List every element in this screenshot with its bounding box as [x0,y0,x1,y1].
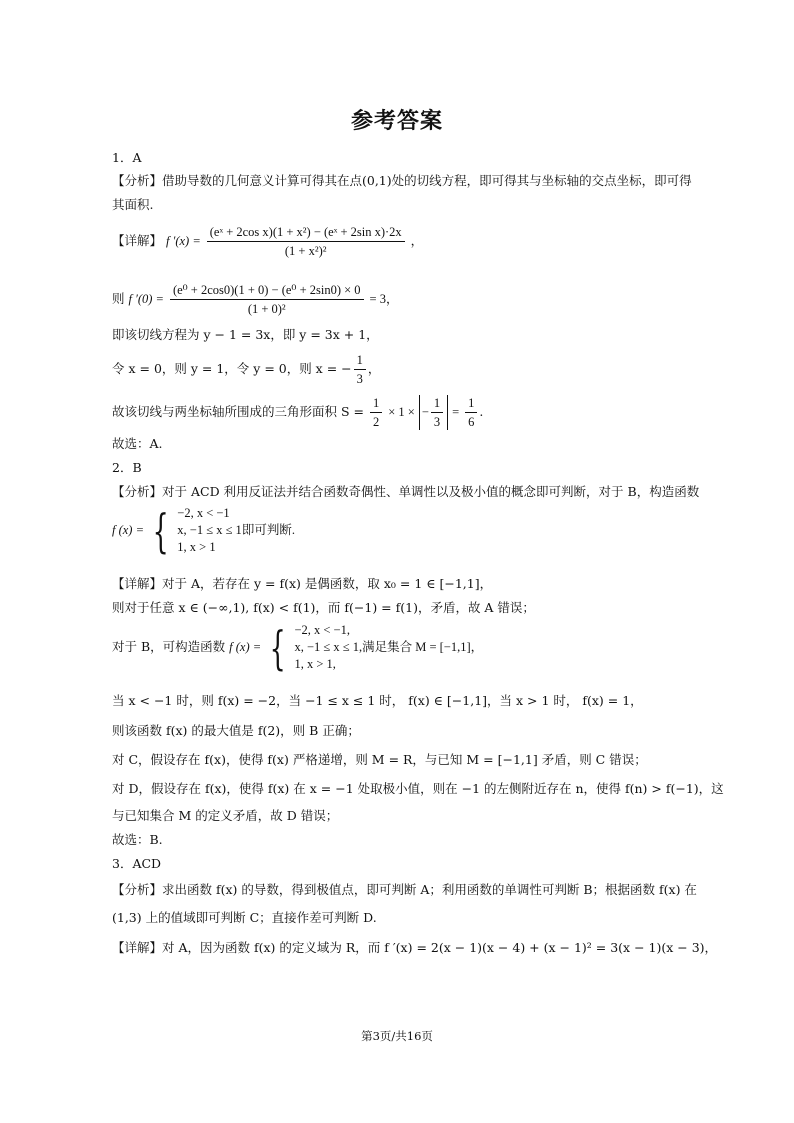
denominator-3: 3 [433,415,441,429]
q2-detail-a: 【详解】对于 A，若存在 y = f(x) 是偶函数，取 x₀ = 1 ∈ [−1,1]， [112,576,493,591]
case-2-row [177,522,295,539]
comma: ， [367,361,381,376]
intercepts-text: 令 x = 0，则 y = 1，令 y = 0，则 x = − [112,361,352,376]
page-footer: 第3页/共16页 [361,1029,433,1043]
b-case-3: 1, x > 1, [294,657,336,671]
fprime-label: f ′(x) = [166,234,201,248]
q3-number: 3．ACD [112,856,162,871]
case-2: x, −1 ≤ x ≤ 1 [177,523,242,537]
times-one: × 1 × [388,405,415,419]
numerator-1: 1 [354,352,366,370]
derivative-denominator: (1 + x²)² [284,244,327,258]
case-tail: 即可判断. [241,523,295,537]
cases-block [177,505,295,556]
b-tail: 满足集合 M = [−1,1]， [362,640,484,654]
case-1: −2, x < −1 [177,506,230,520]
b-case-2-row [294,639,483,656]
comma: ， [410,233,424,248]
q1-number: 1．A [112,150,142,165]
q1-f0-line [112,282,398,317]
period: . [479,404,484,419]
equals: = [452,405,460,419]
f0-denominator: (1 + 0)² [247,302,286,316]
half-fraction [370,395,382,430]
derivative-numerator: (eˣ + 2cos x)(1 + x²) − (eˣ + 2sin x)·2x [207,224,405,242]
abs-fraction [431,395,443,430]
minus-sign: − [421,405,429,419]
detail-label: 【详解】 [112,233,163,248]
q2-d-line: 对 D，假设存在 f(x)，使得 f(x) 在 x = −1 处取极小值，则在 −1 的左侧附近存在 n，使得 f(n) > f(−1)，这 [112,781,724,796]
f0-fraction [170,282,364,317]
q2-c-line: 对 C，假设存在 f(x)，使得 f(x) 严格递增，则 M = R，与已知 M = [−1,1] 矛盾，则 C 错误； [112,752,647,767]
q2-max-line: 则该函数 f(x) 的最大值是 f(2)，则 B 正确； [112,723,360,738]
then-label: 则 [112,291,125,306]
fx-label: f (x) = [112,523,145,537]
q1-choose: 故选：A. [112,436,163,451]
q2-choose: 故选：B. [112,832,163,847]
abs-value [419,395,448,430]
q1-derivative-line [112,224,423,259]
area-text: 故该切线与两坐标轴所围成的三角形面积 S = [112,404,364,419]
b-cases-block [294,622,483,673]
q1-analysis-line2: 其面积. [112,197,154,212]
fprime0-label: f ′(0) = [128,292,164,306]
q1-analysis-line1: 【分析】借助导数的几何意义计算可得其在点(0,1)处的切线方程，即可得其与坐标轴的交点坐标，即可得 [112,173,692,188]
q1-intercepts-line [112,352,380,387]
numerator-1: 1 [431,395,443,413]
q2-piecewise-def [112,505,295,556]
q2-number: 2．B [112,460,142,475]
b-case-2: x, −1 ≤ x ≤ 1, [294,640,363,654]
b-case-1: −2, x < −1, [294,623,350,637]
page-title: 参考答案 [350,109,443,134]
q2-detail-b [112,622,483,673]
denominator-3: 3 [356,372,363,386]
q2-analysis: 【分析】对于 ACD 利用反证法并结合函数奇偶性、单调性以及极小值的概念即可判断，对于 B，构造函数 [112,484,700,499]
denominator-2: 2 [372,415,380,429]
q3-analysis-line2: (1,3) 上的值域即可判断 C；直接作差可判断 D. [112,910,377,925]
case-3: 1, x > 1 [177,540,216,554]
one-third-fraction [354,352,366,387]
q2-d-line2: 与已知集合 M 的定义矛盾，故 D 错误； [112,808,339,823]
q2-detail-a2: 则对于任意 x ∈ (−∞,1), f(x) < f(1)，而 f(−1) = f(1)，矛盾，故 A 错误； [112,600,535,615]
q3-analysis-line1: 【分析】求出函数 f(x) 的导数，得到极值点，即可判断 A；利用函数的单调性可判断 B；根据函数 f(x) 在 [112,882,697,897]
denominator-6: 6 [468,415,475,429]
numerator-1: 1 [465,395,477,413]
derivative-fraction [207,224,405,259]
q2-when-line: 当 x < −1 时，则 f(x) = −2，当 −1 ≤ x ≤ 1 时， f(x) ∈ [−1,1]，当 x > 1 时， f(x) = 1， [112,693,643,708]
q3-detail: 【详解】对 A，因为函数 f(x) 的定义域为 R，而 f ′(x) = 2(x − 1)(x − 4) + (x − 1)² = 3(x − 1)(x − 3)， [112,940,718,955]
left-brace-icon: { [269,620,286,675]
q1-area-line [112,395,483,430]
result-fraction [465,395,477,430]
b-prefix: 对于 B，可构造函数 [112,639,226,654]
left-brace-icon: { [152,503,169,558]
f0-numerator: (e⁰ + 2cos0)(1 + 0) − (e⁰ + 2sin0) × 0 [170,282,364,300]
fx-label: f (x) = [229,640,262,654]
q1-tangent-line: 即该切线方程为 y − 1 = 3x，即 y = 3x + 1， [112,327,379,342]
eq3: = 3， [369,292,399,306]
numerator-1: 1 [370,395,382,413]
